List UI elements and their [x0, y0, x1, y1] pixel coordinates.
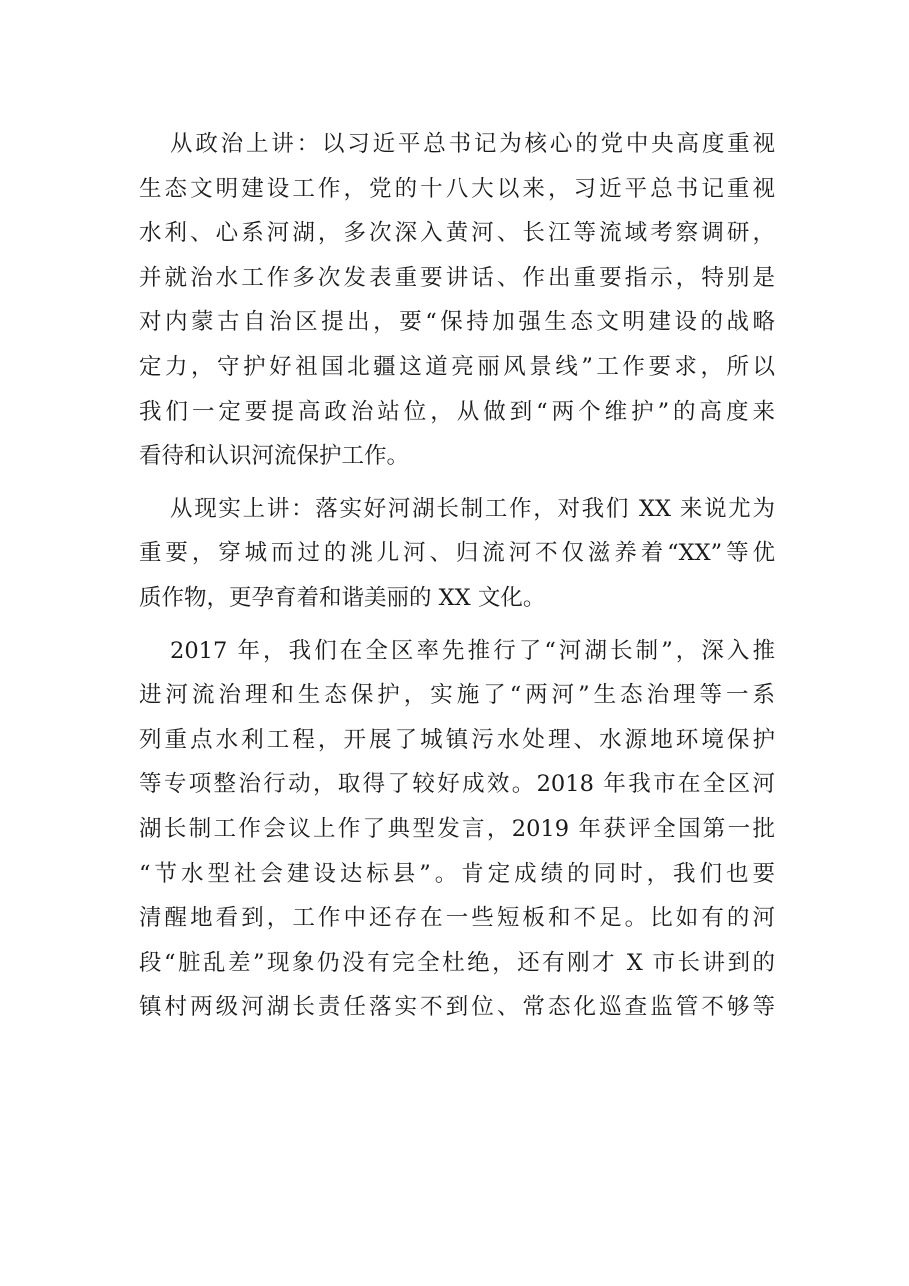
text-line: 定力，守护好祖国北疆这道亮丽风景线”工作要求，所以	[139, 353, 775, 380]
text-line: 我们一定要提高政治站位，从做到“两个维护”的高度来	[139, 398, 775, 425]
text-line: 列重点水利工程，开展了城镇污水处理、水源地环境保护	[139, 726, 775, 753]
text-line: 并就治水工作多次发表重要讲话、作出重要指示，特别是	[139, 264, 775, 291]
document-body	[139, 122, 775, 1038]
text-line: 质作物，更孕育着和谐美丽的 XX 文化。	[139, 584, 546, 611]
text-line: 重要，穿城而过的洮儿河、归流河不仅滋养着“XX”等优	[139, 540, 775, 567]
paragraph-political	[139, 122, 775, 479]
text-line: 清醒地看到，工作中还存在一些短板和不足。比如有的河	[139, 905, 775, 932]
text-line: 镇村两级河湖长责任落实不到位、常态化巡查监管不够等	[139, 994, 775, 1021]
text-line: 等专项整治行动，取得了较好成效。2018 年我市在全区河	[139, 771, 775, 798]
text-line: 段“脏乱差”现象仍没有完全杜绝，还有刚才 X 市长讲到的	[139, 949, 775, 976]
text-line: 看待和认识河流保护工作。	[139, 443, 410, 470]
text-line: 从政治上讲：以习近平总书记为核心的党中央高度重视	[170, 131, 775, 157]
paragraph-achievements	[139, 629, 775, 1030]
text-line: “节水型社会建设达标县”。肯定成绩的同时，我们也要	[139, 860, 775, 887]
text-line: 对内蒙古自治区提出，要“保持加强生态文明建设的战略	[139, 309, 775, 336]
text-line: 水利、心系河湖，多次深入黄河、长江等流域考察调研，	[139, 220, 775, 247]
text-line: 从现实上讲：落实好河湖长制工作，对我们 XX 来说尤为	[170, 495, 775, 522]
text-line: 进河流治理和生态保护，实施了“两河”生态治理等一系	[139, 682, 775, 709]
text-line: 湖长制工作会议上作了典型发言，2019 年获评全国第一批	[139, 815, 775, 842]
text-line: 2017 年，我们在全区率先推行了“河湖长制”，深入推	[170, 637, 775, 664]
text-line: 生态文明建设工作，党的十八大以来，习近平总书记重视	[139, 175, 775, 202]
paragraph-reality	[139, 487, 775, 621]
